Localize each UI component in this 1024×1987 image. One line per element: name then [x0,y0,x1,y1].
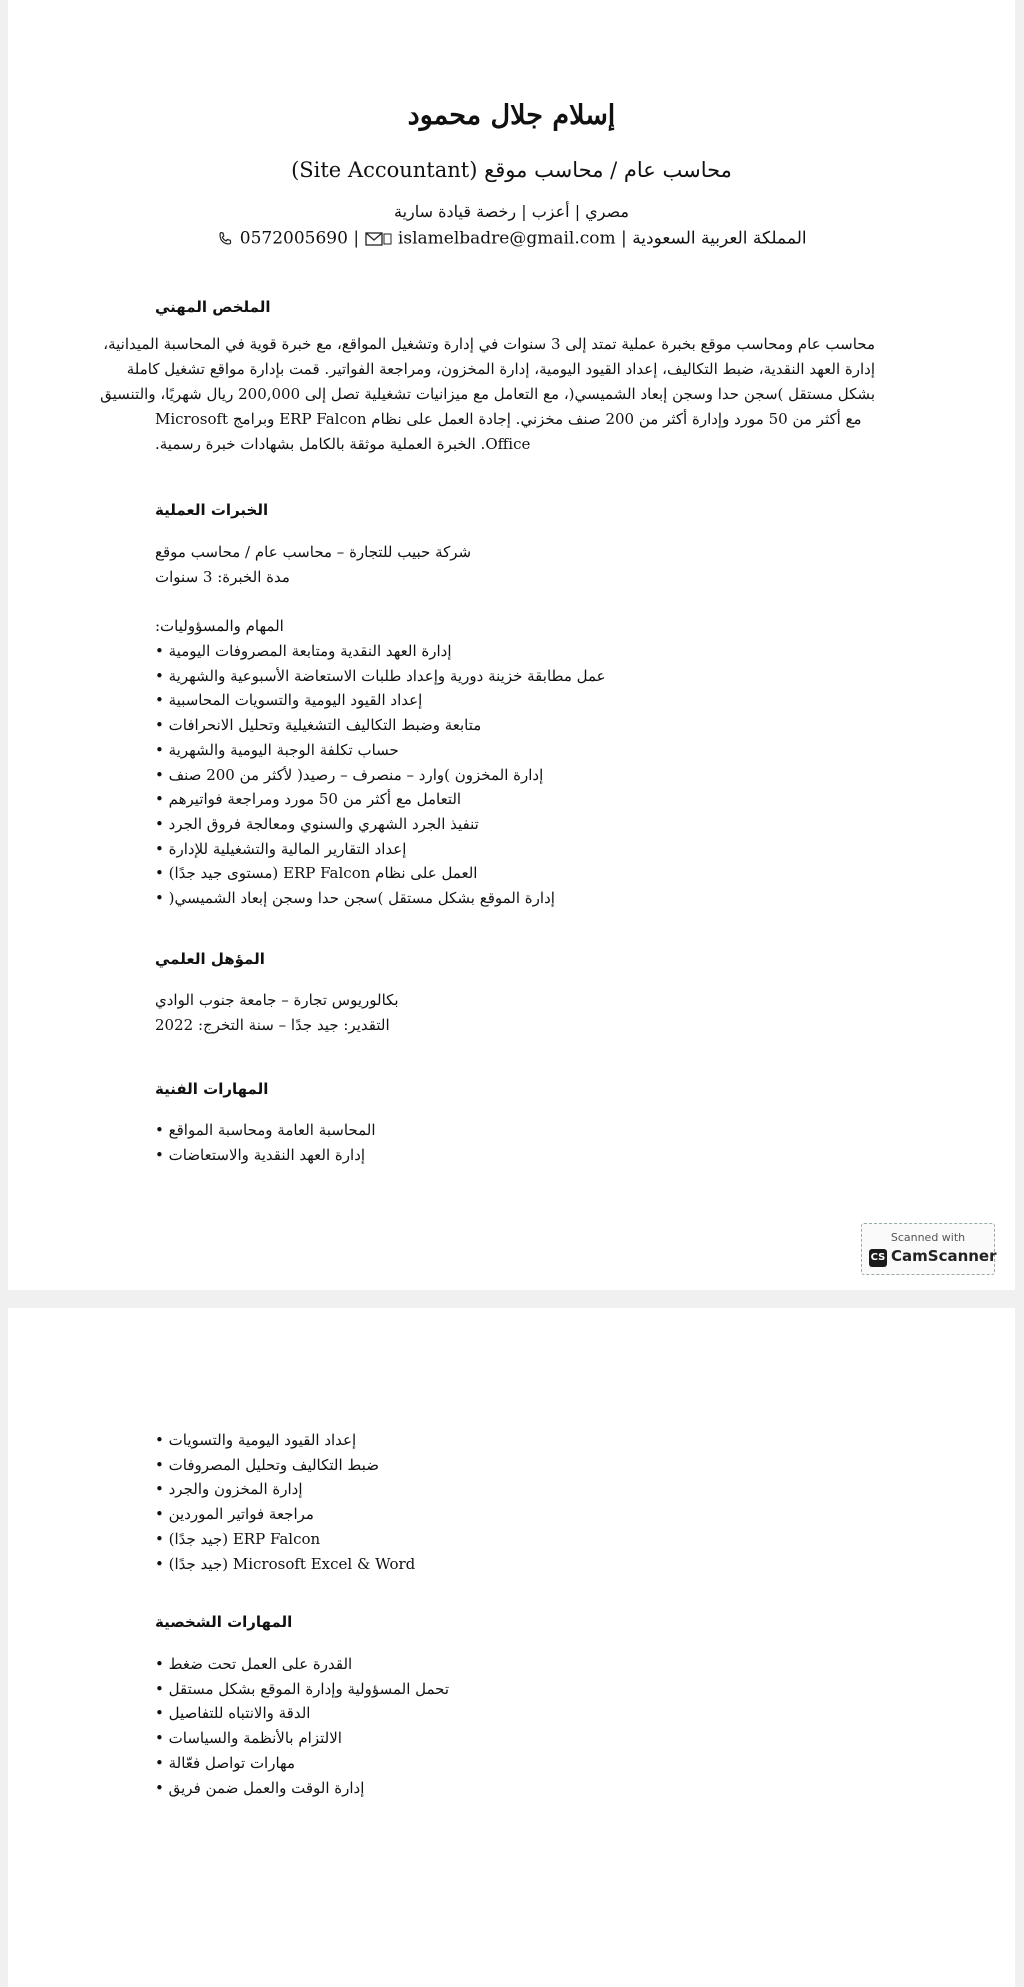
soft-skills-heading: المهارات الشخصية [155,1613,293,1631]
list-item: القدرة على العمل تحت ضغط • [155,1652,875,1677]
experience-duration: مدة الخبرة: 3 سنوات [155,568,290,586]
email-icon [365,229,398,249]
list-item: المحاسبة العامة ومحاسبة المواقع • [155,1118,875,1143]
list-item: إعداد التقارير المالية والتشغيلية للإدارة • [155,837,875,862]
summary-line: مع أكثر من 50 مورد وإدارة أكثر من 200 صنف مخزني. إجادة العمل على نظام ERP Falcon وبرامج Microsoft [155,410,862,428]
summary-line: محاسب عام ومحاسب موقع بخبرة عملية تمتد إلى 3 سنوات في إدارة وتشغيل المواقع، مع خبرة قوية في المحاسبة الميدانية، [103,335,875,353]
technical-skills-list-continued [155,1428,875,1576]
list-item: إدارة العهد النقدية والاستعاضات • [155,1143,875,1168]
list-item: إدارة الوقت والعمل ضمن فريق • [155,1776,875,1801]
email-address[interactable]: islamelbadre@gmail.com [397,228,616,249]
tasks-list [155,639,875,911]
technical-skills-list [155,1118,875,1167]
education-block [155,988,875,1038]
list-item: متابعة وضبط التكاليف التشغيلية وتحليل الانحرافات • [155,713,875,738]
job-title: (Site Accountant) محاسب عام / محاسب موقع [291,158,732,182]
resume-page-1 [8,0,1015,1290]
list-item: التعامل مع أكثر من 50 مورد ومراجعة فواتيرهم • [155,787,875,812]
tasks-block [155,614,875,911]
list-item: إدارة المخزون والجرد • [155,1477,875,1502]
list-item: مهارات تواصل فعّالة • [155,1751,875,1776]
degree: بكالوريوس تجارة – جامعة جنوب الوادي [155,991,399,1009]
technical-skills-continued [155,1428,875,1576]
tasks-heading: المهام والمسؤوليات: [155,617,284,635]
summary-heading: الملخص المهني [155,298,271,316]
summary-line: Office. الخبرة العملية موثقة بالكامل بشهادات خبرة رسمية. [155,435,531,453]
summary-line: بشكل مستقل )سجن حدا وسجن إبعاد الشميسي(، مع التعامل مع ميزانيات تشغيلية تصل إلى 200,000 ريال شهريًا، والتنسيق [100,385,875,403]
watermark-brand: CamScanner [891,1247,997,1265]
camscanner-logo-icon: CS [869,1249,887,1267]
candidate-name: إسلام جلال محمود [407,100,616,131]
company-role: شركة حبيب للتجارة – محاسب عام / محاسب موقع [155,543,472,561]
list-item: حساب تكلفة الوجبة اليومية والشهرية • [155,738,875,763]
phone-number[interactable]: 0572005690 [239,228,348,249]
watermark-caption: Scanned with [890,1231,966,1244]
list-item: إعداد القيود اليومية والتسويات • [155,1428,875,1453]
list-item: إعداد القيود اليومية والتسويات المحاسبية • [155,688,875,713]
contact-line: 0572005690 | islamelbadre@gmail.com | المملكة العربية السعودية [8,228,1015,249]
list-item: العمل على نظام ERP Falcon (مستوى جيد جدًا) • [155,861,875,886]
education-heading: المؤهل العلمي [155,950,265,968]
soft-skills-list [155,1652,875,1800]
list-item: مراجعة فواتير الموردين • [155,1502,875,1527]
soft-skills-block [155,1652,875,1800]
list-item: إدارة المخزون )وارد – منصرف – رصيد( لأكثر من 200 صنف • [155,763,875,788]
list-item: ضبط التكاليف وتحليل المصروفات • [155,1453,875,1478]
location: المملكة العربية السعودية [632,228,807,249]
list-item: ERP Falcon (جيد جدًا) • [155,1527,875,1552]
list-item: إدارة الموقع بشكل مستقل )سجن حدا وسجن إبعاد الشميسي( • [155,886,875,911]
camscanner-watermark [861,1223,995,1275]
list-item: الالتزام بالأنظمة والسياسات • [155,1726,875,1751]
list-item: إدارة العهد النقدية ومتابعة المصروفات اليومية • [155,639,875,664]
list-item: Microsoft Excel & Word (جيد جدًا) • [155,1552,875,1577]
list-item: عمل مطابقة خزينة دورية وإعداد طلبات الاستعاضة الأسبوعية والشهرية • [155,664,875,689]
resume-page-2 [8,1308,1015,1987]
summary-line: إدارة العهد النقدية، ضبط التكاليف، إعداد القيود اليومية، إدارة المخزون، ومراجعة الفواتير. قمت بإدارة مواقع تشغيل كاملة [126,360,875,378]
experience-company-block [155,540,875,590]
grade-year: التقدير: جيد جدًا – سنة التخرج: 2022 [155,1016,390,1034]
phone-icon [216,229,239,249]
experience-heading: الخبرات العملية [155,501,269,519]
technical-skills-heading: المهارات الفنية [155,1080,269,1098]
list-item: الدقة والانتباه للتفاصيل • [155,1701,875,1726]
technical-skills-block [155,1118,875,1167]
list-item: تحمل المسؤولية وإدارة الموقع بشكل مستقل • [155,1677,875,1702]
summary-paragraph [100,332,875,457]
list-item: تنفيذ الجرد الشهري والسنوي ومعالجة فروق الجرد • [155,812,875,837]
personal-info: مصري | أعزب | رخصة قيادة سارية [394,202,629,221]
